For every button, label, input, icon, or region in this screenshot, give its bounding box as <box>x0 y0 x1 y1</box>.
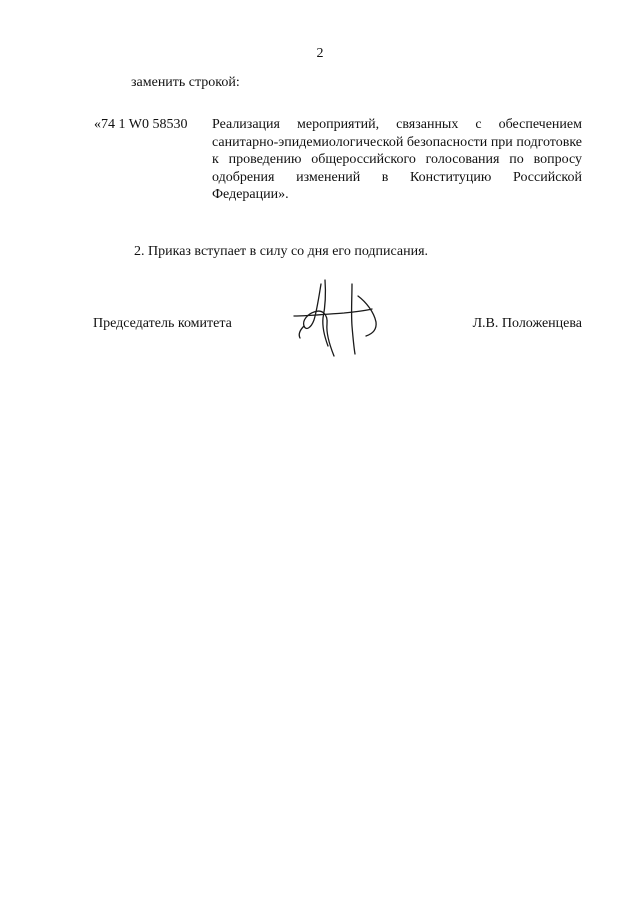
clause-2: 2. Приказ вступает в силу со дня его подписания. <box>134 244 429 259</box>
intro-line: заменить строкой: <box>131 75 240 90</box>
page-number: 2 <box>316 46 324 61</box>
budget-code: «74 1 W0 58530 <box>94 117 188 132</box>
handwritten-signature <box>292 276 382 360</box>
signer-name: Л.В. Положенцева <box>472 316 582 331</box>
budget-code-description: Реализация мероприятий, связанных с обеспечением санитарно-эпидемиологической безопасности при подготовке к проведению общероссийского голосования по вопросу одобрения изменений в Конституцию Российской Федерации». <box>212 117 582 202</box>
signer-title: Председатель комитета <box>93 316 232 331</box>
